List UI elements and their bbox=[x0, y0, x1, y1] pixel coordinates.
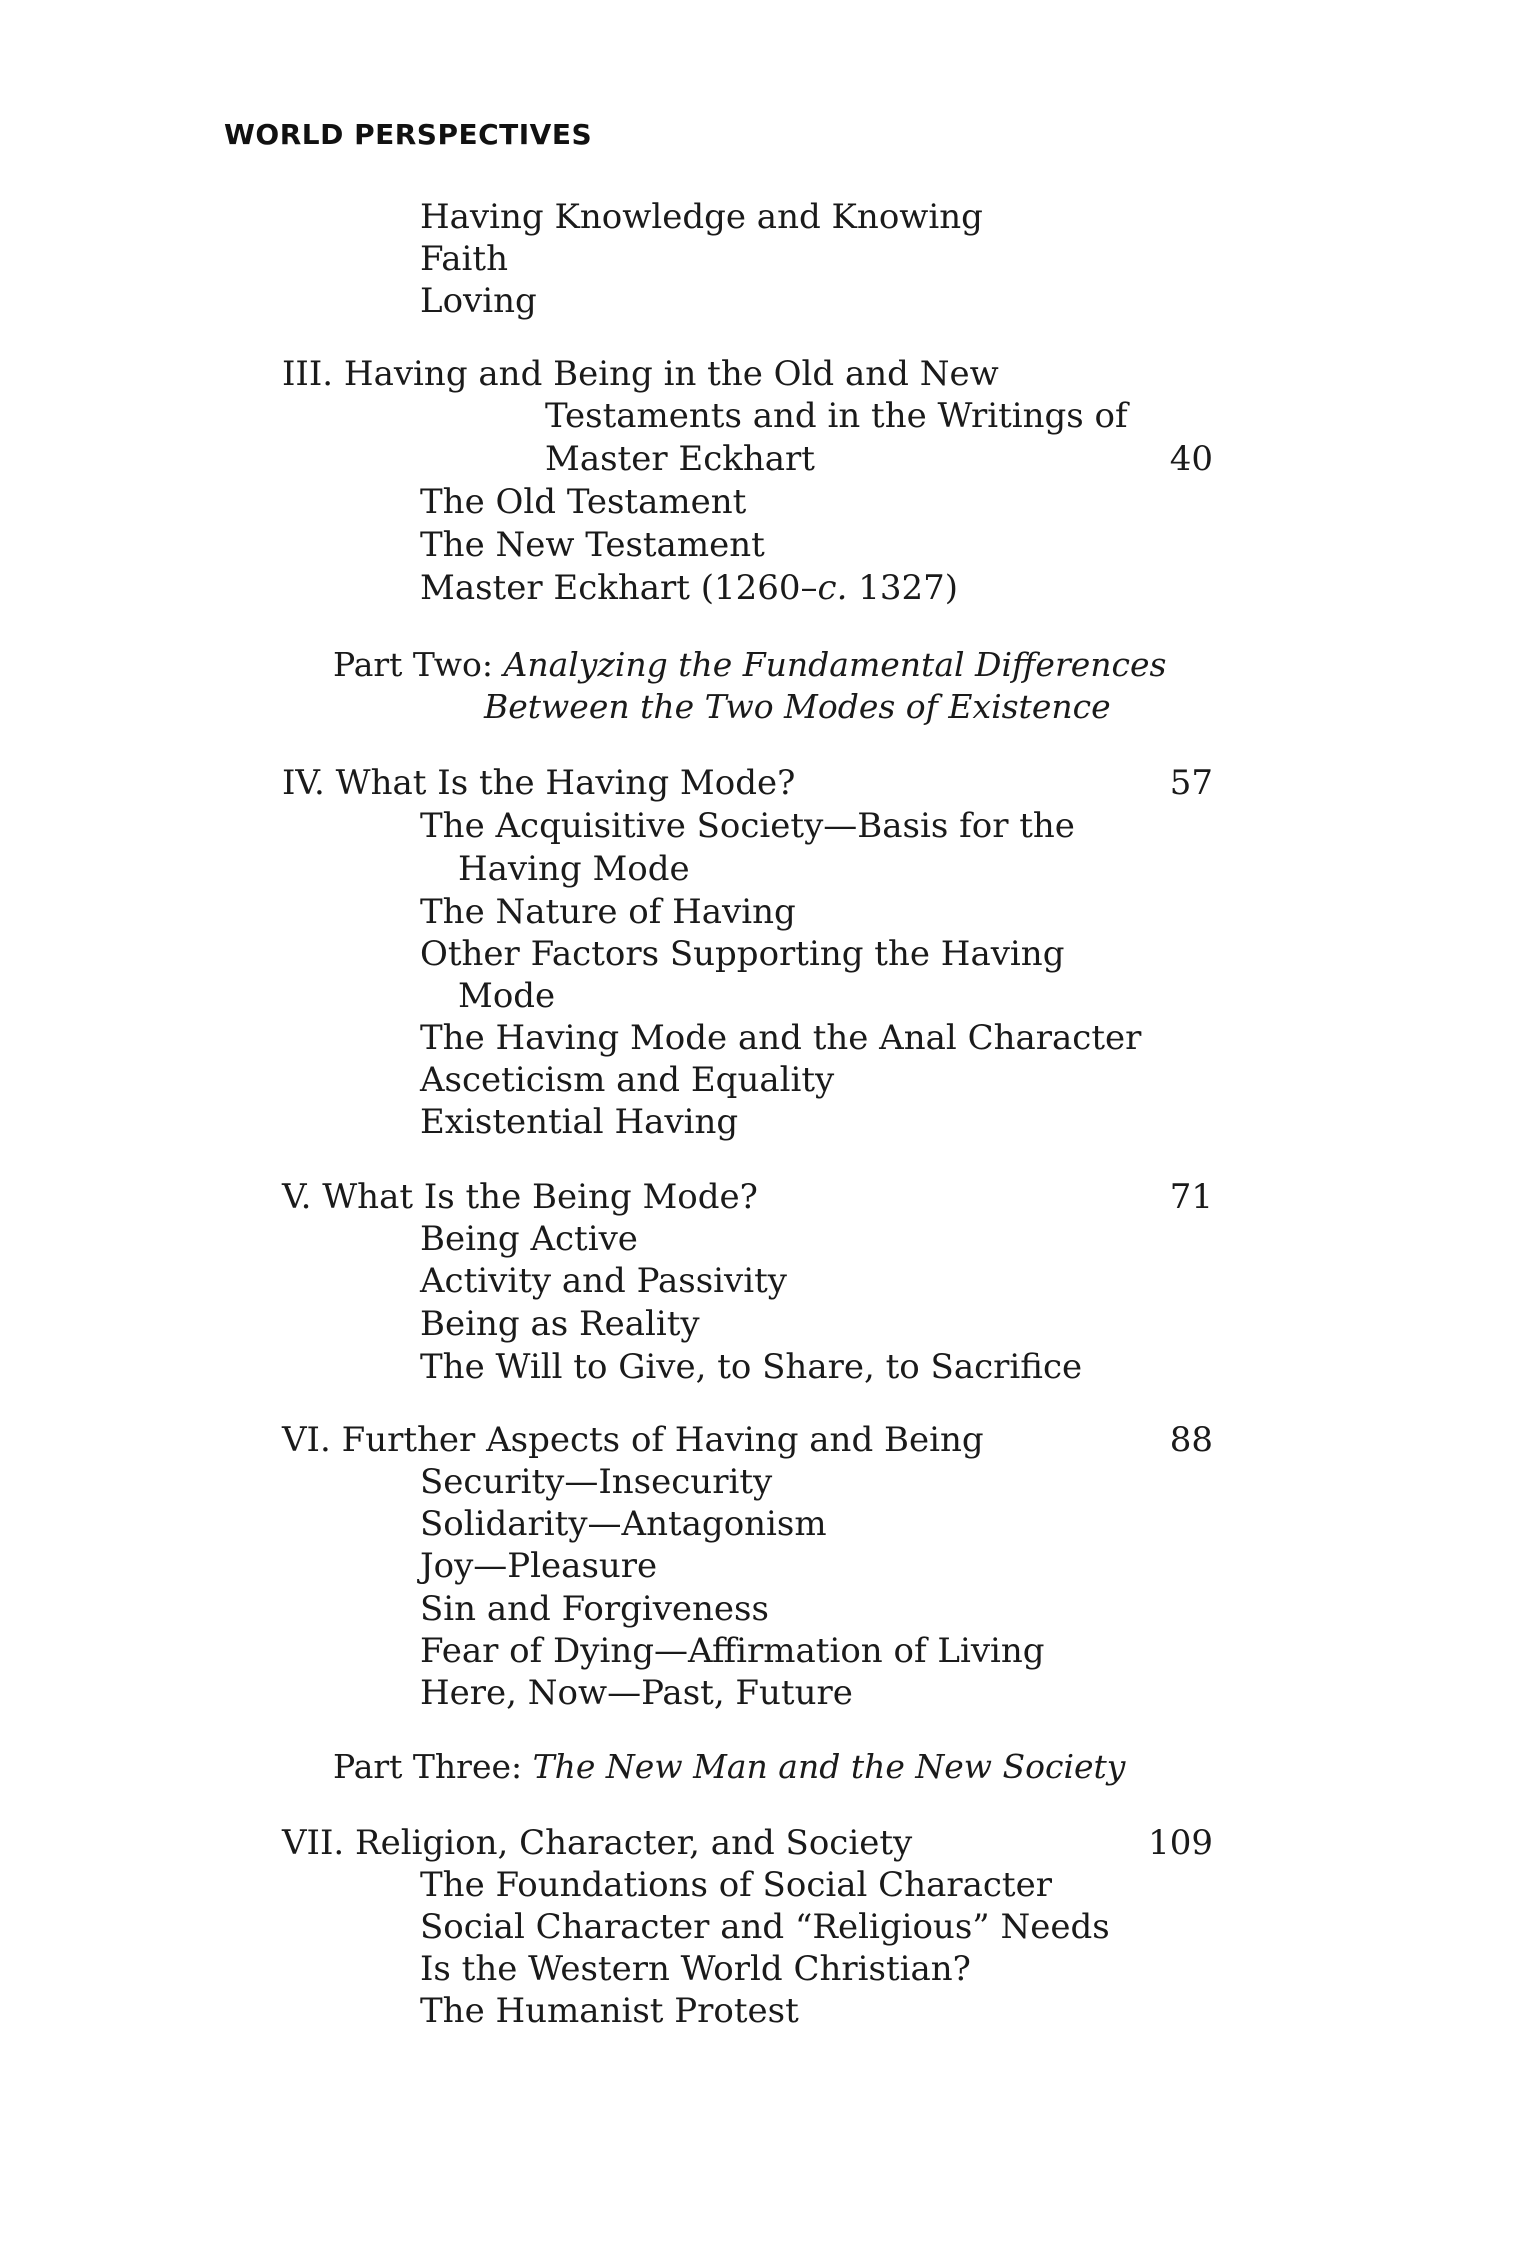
part-label: Part Three: bbox=[333, 1747, 533, 1786]
part-title: Analyzing the Fundamental Differences bbox=[503, 645, 1167, 684]
chapter-numeral: V. bbox=[282, 1177, 312, 1217]
chapter-vii-heading bbox=[282, 1822, 912, 1864]
page-number: 57 bbox=[1169, 763, 1213, 803]
toc-item: Social Character and “Religious” Needs bbox=[420, 1907, 1110, 1947]
toc-item: Security—Insecurity bbox=[420, 1462, 773, 1502]
toc-item-cont: Mode bbox=[458, 976, 556, 1016]
chapter-title: Religion, Character, and Society bbox=[355, 1823, 913, 1863]
toc-item: Having Knowledge and Knowing bbox=[420, 197, 983, 237]
toc-item: Master Eckhart (1260–c. 1327) bbox=[420, 568, 958, 608]
toc-item: Activity and Passivity bbox=[420, 1261, 787, 1301]
part-title: The New Man and the New Society bbox=[532, 1747, 1126, 1786]
toc-item: Asceticism and Equality bbox=[420, 1060, 835, 1100]
toc-item: Solidarity—Antagonism bbox=[420, 1504, 827, 1544]
toc-item: Here, Now—Past, Future bbox=[420, 1673, 853, 1713]
page-number: 88 bbox=[1169, 1420, 1213, 1460]
toc-item: Being Active bbox=[420, 1219, 638, 1259]
chapter-numeral: VII. bbox=[282, 1823, 345, 1863]
toc-item: The Having Mode and the Anal Character bbox=[420, 1018, 1142, 1058]
chapter-title: Further Aspects of Having and Being bbox=[341, 1420, 984, 1460]
toc-item: Joy—Pleasure bbox=[420, 1546, 658, 1586]
toc-item: The Nature of Having bbox=[420, 892, 796, 932]
toc-item: The Will to Give, to Share, to Sacrifice bbox=[420, 1347, 1083, 1387]
toc-item: The Old Testament bbox=[420, 482, 747, 522]
chapter-numeral: IV. bbox=[282, 763, 325, 803]
chapter-iii-heading bbox=[282, 353, 999, 395]
chapter-title: Having and Being in the Old and New bbox=[343, 354, 999, 394]
toc-item-cont: Having Mode bbox=[458, 849, 690, 889]
toc-item: The Humanist Protest bbox=[420, 1991, 799, 2031]
chapter-title: What Is the Being Mode? bbox=[322, 1177, 758, 1217]
toc-item: Sin and Forgiveness bbox=[420, 1589, 769, 1629]
toc-item: Fear of Dying—Affirmation of Living bbox=[420, 1631, 1045, 1671]
chapter-vi-heading bbox=[282, 1419, 984, 1461]
part-label: Part Two: bbox=[333, 645, 504, 684]
page-number: 40 bbox=[1169, 439, 1213, 479]
chapter-title: What Is the Having Mode? bbox=[335, 763, 796, 803]
part-three-heading bbox=[333, 1746, 1125, 1788]
chapter-title-cont: Testaments and in the Writings of bbox=[545, 396, 1128, 436]
chapter-v-heading bbox=[282, 1176, 758, 1218]
running-header: WORLD PERSPECTIVES bbox=[224, 118, 593, 151]
part-two-heading bbox=[333, 644, 1166, 686]
chapter-numeral: VI. bbox=[282, 1420, 331, 1460]
toc-item: Being as Reality bbox=[420, 1304, 700, 1344]
toc-item: The Acquisitive Society—Basis for the bbox=[420, 806, 1075, 846]
toc-item: Faith bbox=[420, 239, 508, 279]
toc-item: Is the Western World Christian? bbox=[420, 1949, 971, 1989]
toc-item: Other Factors Supporting the Having bbox=[420, 934, 1065, 974]
toc-item: The Foundations of Social Character bbox=[420, 1865, 1052, 1905]
chapter-title-cont: Master Eckhart bbox=[545, 439, 815, 479]
chapter-iv-heading bbox=[282, 762, 795, 804]
toc-item: The New Testament bbox=[420, 525, 765, 565]
page-number: 71 bbox=[1169, 1177, 1213, 1217]
page-number: 109 bbox=[1148, 1823, 1213, 1863]
chapter-numeral: III. bbox=[282, 354, 334, 394]
part-title-cont: Between the Two Modes of Existence bbox=[484, 687, 1111, 726]
toc-item: Existential Having bbox=[420, 1102, 739, 1142]
toc-item: Loving bbox=[420, 281, 537, 321]
